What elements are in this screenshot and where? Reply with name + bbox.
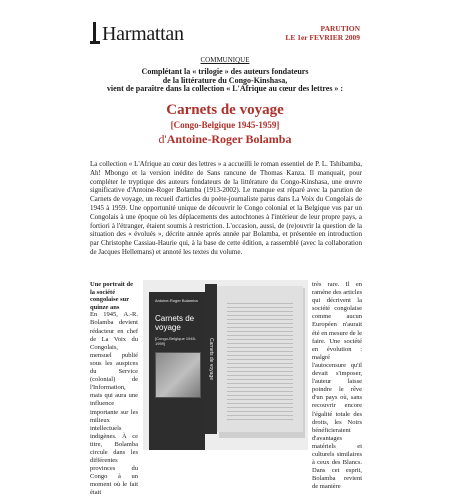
- publisher-logo-mark: [90, 22, 100, 44]
- intro-line: vient de paraître dans la collection « L'Afrique au cœur des lettres » :: [106, 84, 344, 94]
- cover-front: [149, 292, 205, 450]
- book-author: [0, 132, 450, 147]
- author-name: Antoine-Roger Bolamba: [166, 132, 292, 146]
- cover-subtitle: [Congo-Belgique 1945-1959]: [155, 336, 197, 346]
- left-column-text: En 1945, A.-R. Bolamba devient rédacteur en chef de La Voix du Congolais, mensuel publié sous les auspices du Service (colonial) de l'Information, mais qui aura une influence importante sur les milieux intellectuels indigènes. À ce titre, Bolamba circule dans les différentes provinces du Congo à un moment où le fait était: [90, 311, 138, 497]
- cover-photo-image: [155, 352, 201, 398]
- cover-spine-title: Carnets de voyage: [208, 338, 214, 380]
- left-column: [90, 281, 138, 498]
- intro-line: Complétant la « trilogie » des auteurs fondateurs: [141, 67, 309, 76]
- parution-block: [285, 24, 360, 42]
- intro-heading: [80, 68, 370, 94]
- intro-line: de la littérature du Congo-Kinshasa,: [162, 75, 288, 85]
- left-column-heading: Une portrait de la société congolaise sur quinze ans: [90, 281, 133, 311]
- right-column-text: très rare. Il en ramène des articles qui décrivent la société congolaise comme aucun Européen n'aurait été en mesure de le faire. Une société en évolution : malgré l'autocensure qu'il devait s'imposer, l'auteur laisse poindre le rêve d'un pays où, sans recouvrir encore l'égalité totale des droits, les Noirs bénéficieraient d'avantages matériels et culturels similaires à ceux des Blancs. Dans cet esprit, Bolamba revient de manière: [312, 281, 362, 491]
- cover-back-text-lines: [227, 300, 293, 420]
- cover-title: Carnets de voyage: [155, 314, 195, 332]
- publisher-name: Harmattan: [102, 23, 184, 45]
- book-title: Carnets de voyage: [166, 102, 284, 118]
- book-subtitle: [Congo-Belgique 1945-1959]: [170, 120, 280, 130]
- parution-label: PARUTION: [320, 24, 360, 33]
- communique-label: COMMUNIQUE: [200, 56, 250, 64]
- cover-spine-label: [205, 284, 217, 434]
- right-column: [312, 281, 362, 491]
- publisher-logo: [90, 22, 184, 44]
- body-paragraph: La collection « L'Afrique au cœur des lettres » a accueilli le roman essentiel de P. L. Tshibamba, Ah! Mbongo et la version inédite de Sans rancune de Thomas Kanza. Il manquait, pour compléter le tryptique des auteurs fondateurs de la littérature du Congo-Kinshasa, une œuvre significative d'Antoine-Roger Bolamba (1913-2002). Le manque est réparé avec la parution de Carnets de voyage, un recueil d'articles du poète-journaliste parus dans La Voix du Congolais de 1945 à 1959. Une opportunité unique de découvrir le Congo colonial et la Belgique vus par un Congolais à une époque où les déplacements des autochtones à l'intérieur de leur propre pays, a fortiori à l'étranger, étaient soumis à restriction. L'occasion, aussi, de (re)ouvrir la question de la situation des « évolués », décrite année après année par Bolamba, et présentée en introduction par Christophe Cassiau-Haurie qui, à la base de cette édition, a rassemblé (avec la collaboration de Jacques Hellemans) et annoté les textes du volume.: [90, 160, 362, 256]
- cover-back: [217, 286, 303, 432]
- author-prefix: d': [158, 132, 167, 146]
- parution-date: LE 1er FEVRIER 2009: [285, 33, 360, 42]
- cover-author: Antoine-Roger Bolamba: [155, 298, 198, 303]
- book-cover-photo: [143, 280, 308, 450]
